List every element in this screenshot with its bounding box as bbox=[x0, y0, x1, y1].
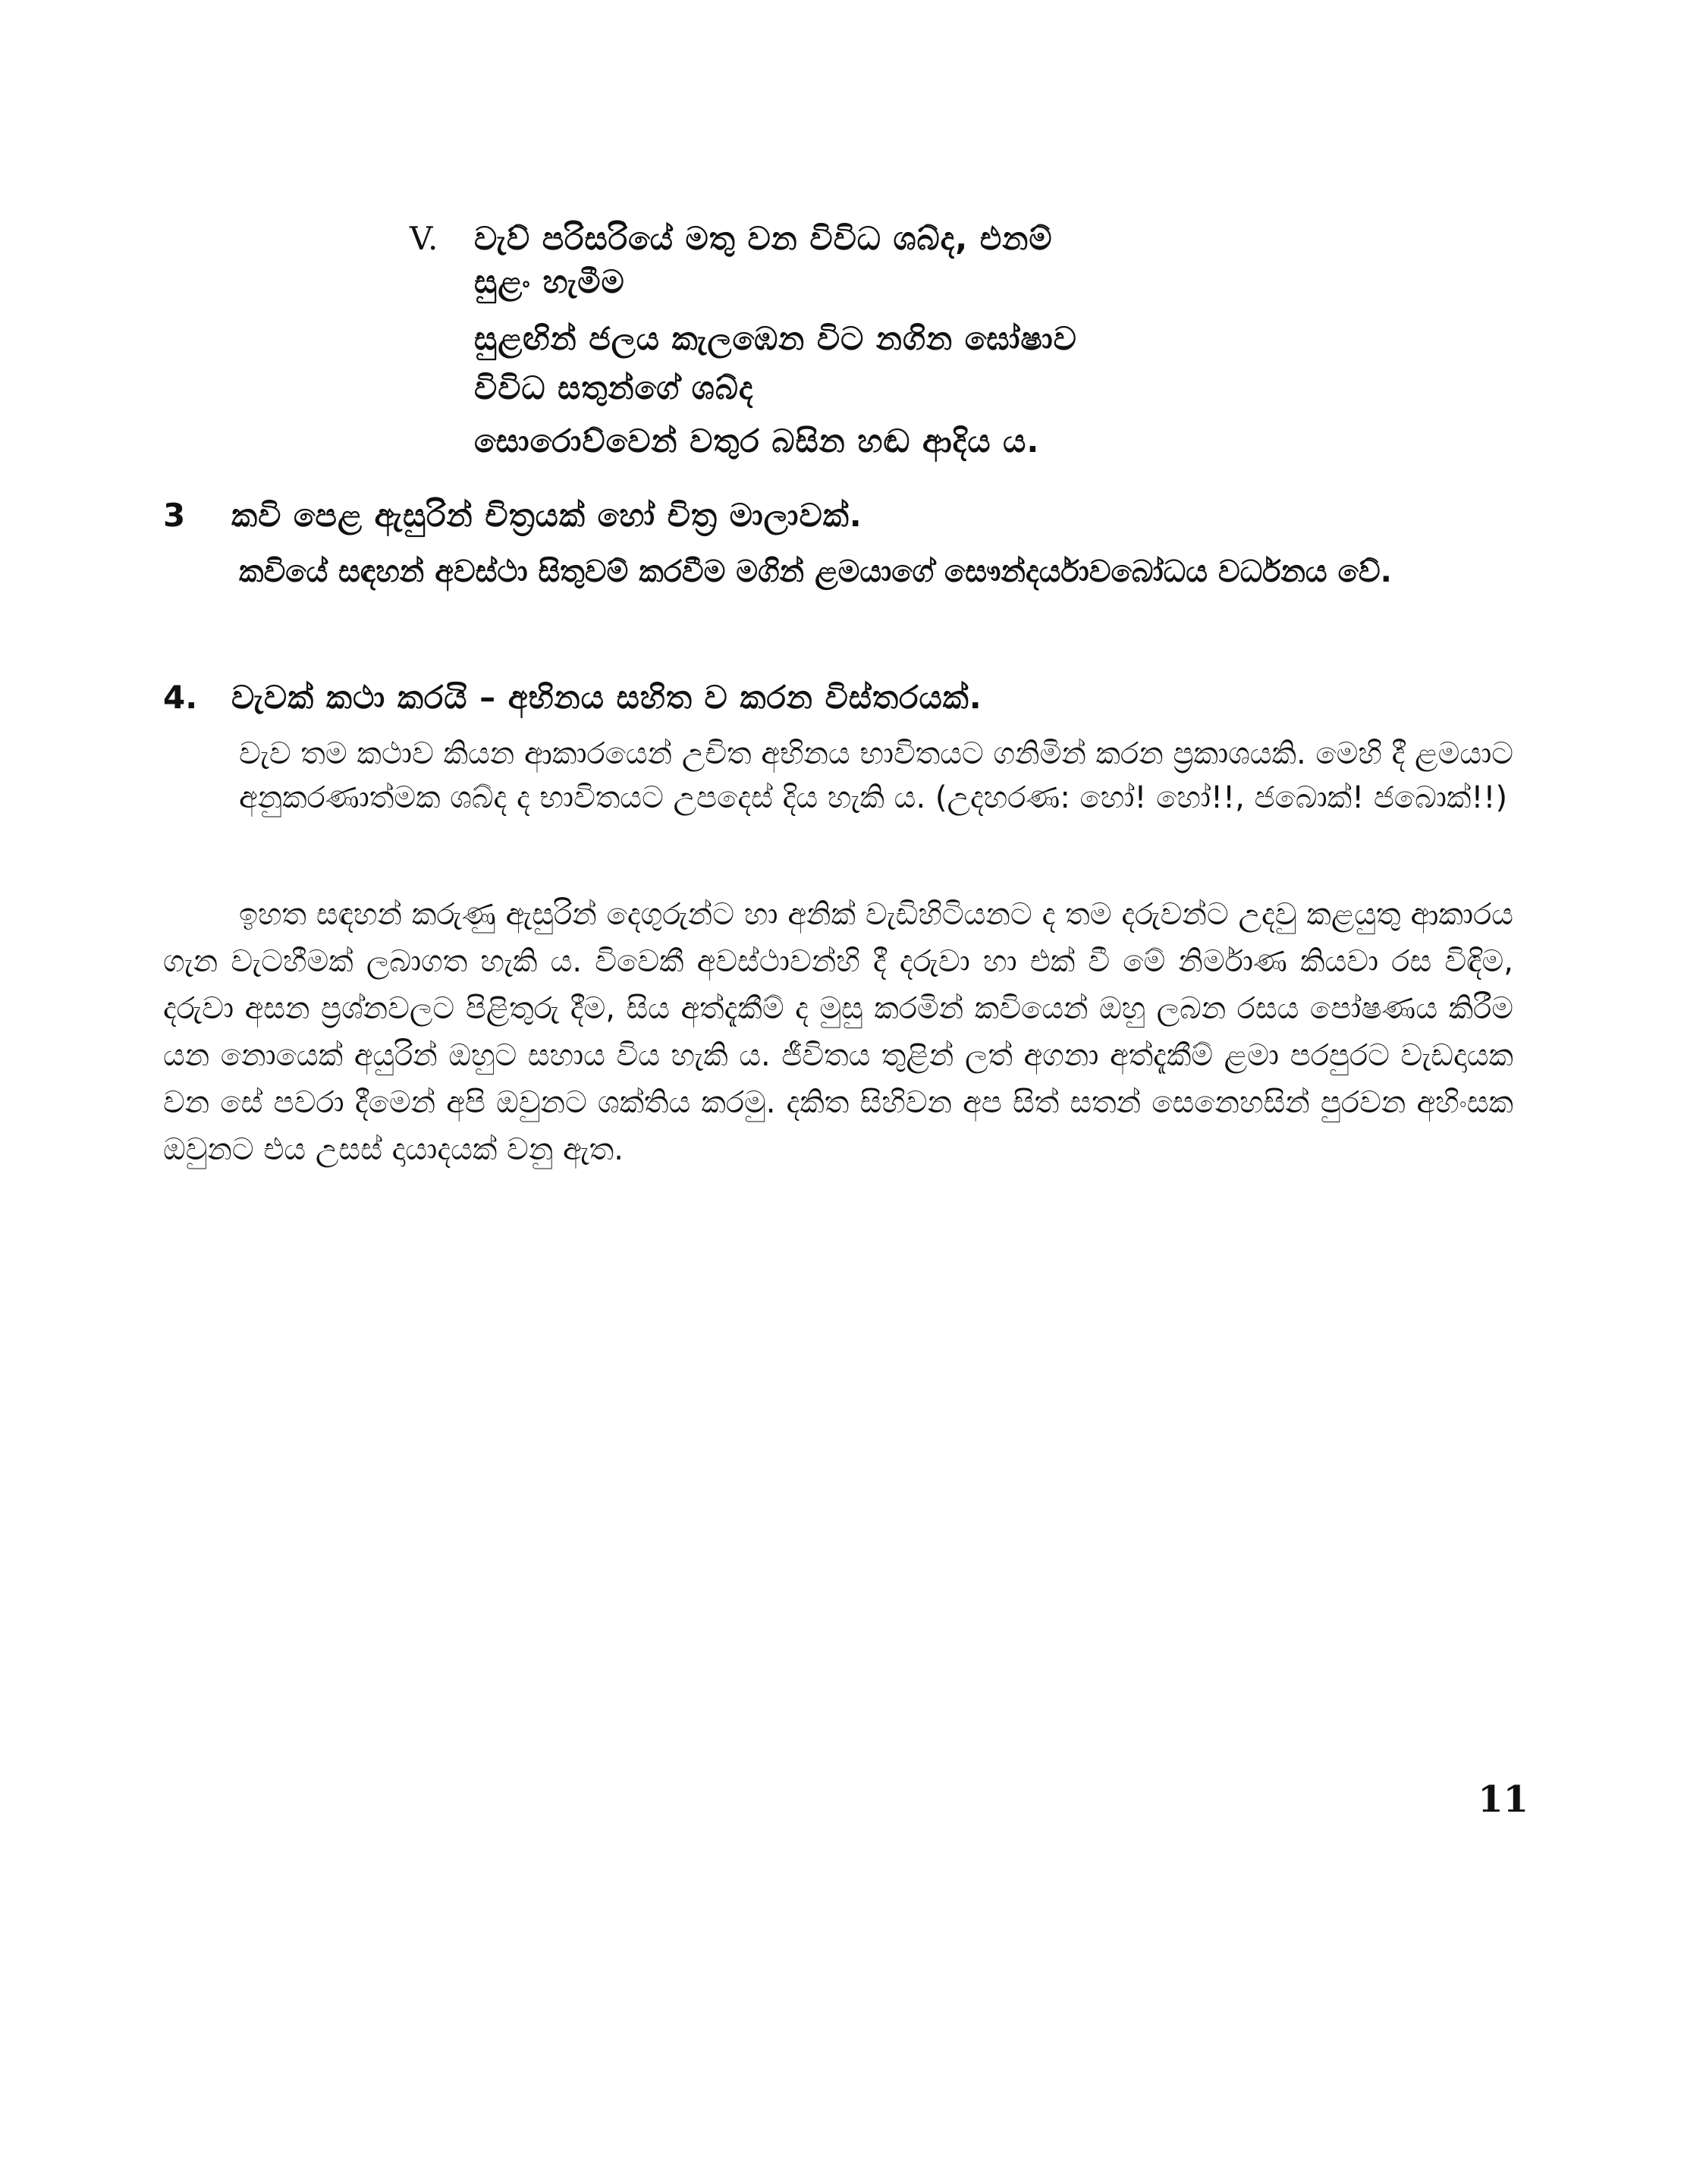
section-3-body-text: කවියේ සඳහන් අවස්ථා සිතුවම් කරවීම මගින් ළමයාගේ සෞන්දර්යාවබෝධය වර්ධනය වේ. bbox=[239, 554, 1392, 589]
section-v-item-2: සුළඟින් ජලය කැලඹෙන විට නගින ඝෝෂාව bbox=[474, 320, 1077, 357]
closing-paragraph bbox=[163, 891, 1513, 1173]
section-3-body bbox=[239, 550, 1513, 594]
section-3-number: 3 bbox=[163, 497, 186, 534]
section-3-heading: කවි පෙළ ඇසුරින් චිත්‍රයක් හෝ චිත්‍ර මාලාවක්. bbox=[231, 497, 862, 534]
section-4-number: 4. bbox=[163, 679, 198, 716]
section-v-marker: V. bbox=[410, 220, 439, 257]
section-v-heading: වැව් පරිසරියේ මතු වන විවිධ ශබ්ද, එනම් bbox=[474, 220, 1053, 257]
section-v-item-3: විවිධ සතුන්ගේ ශබ්ද bbox=[474, 369, 754, 406]
section-v-item-4: සොරොව්වෙන් වතුර බසින හඬ ආදිය ය. bbox=[474, 422, 1040, 460]
page-number: 11 bbox=[1478, 1778, 1528, 1821]
section-4-body-text: වැව තම කථාව කියන ආකාරයෙන් උචිත අභිනය භාවිතයට ගනිමින් කරන ප්‍රකාශයකි. මෙහි දී ළමයාට අනුකරණාත්මක ශබ්ද ද භාවිතයට උපදෙස් දිය හැකි ය. (උදහරණ: හෝ! හෝ!!, ජබොක්! ජබොක්!!) bbox=[239, 736, 1514, 815]
section-4-heading: වැවක් කථා කරයි – අභිනය සහිත ව කරන විස්තරයක්. bbox=[231, 679, 982, 716]
section-4-body bbox=[239, 732, 1513, 820]
section-v-item-1: සුළං හැමීම bbox=[474, 263, 625, 300]
closing-paragraph-text: ඉහත සඳහන් කරුණු ඇසුරින් දෙගුරුන්ට හා අනික් වැඩිහිටියනට ද තම දරුවන්ට උදවු කළයුතු ආකාරය ගැන වැටහීමක් ලබාගත හැකි ය. විවෙකී අවස්ථාවන්හි දී දරුවා හා එක් වී මේ නිර්මාණ කියවා රස විඳිම, දරුවා අසන ප්‍රශ්නවලට පිළිතුරු දීම, සිය අත්දැකීම් ද මුසු කරමින් කවියෙන් ඔහු ලබන රසය පෝෂණය කිරීම යන නොයෙක් අයුරින් ඔහුට සහාය විය හැකි ය. ජීවිතය තුළින් ලත් අගනා අත්දැකීම් ළමා පරපුරට වැඩදායක වන සේ පවරා දීමෙන් අපි ඔවුනට ශක්තිය කරමු. දකිත සිහිවන අප සිත් සතන් සෙනෙහසින් පුරවන අහිංසක ඔවුනට එය උසස් දායාදයක් වනු ඇත. bbox=[163, 897, 1513, 1167]
